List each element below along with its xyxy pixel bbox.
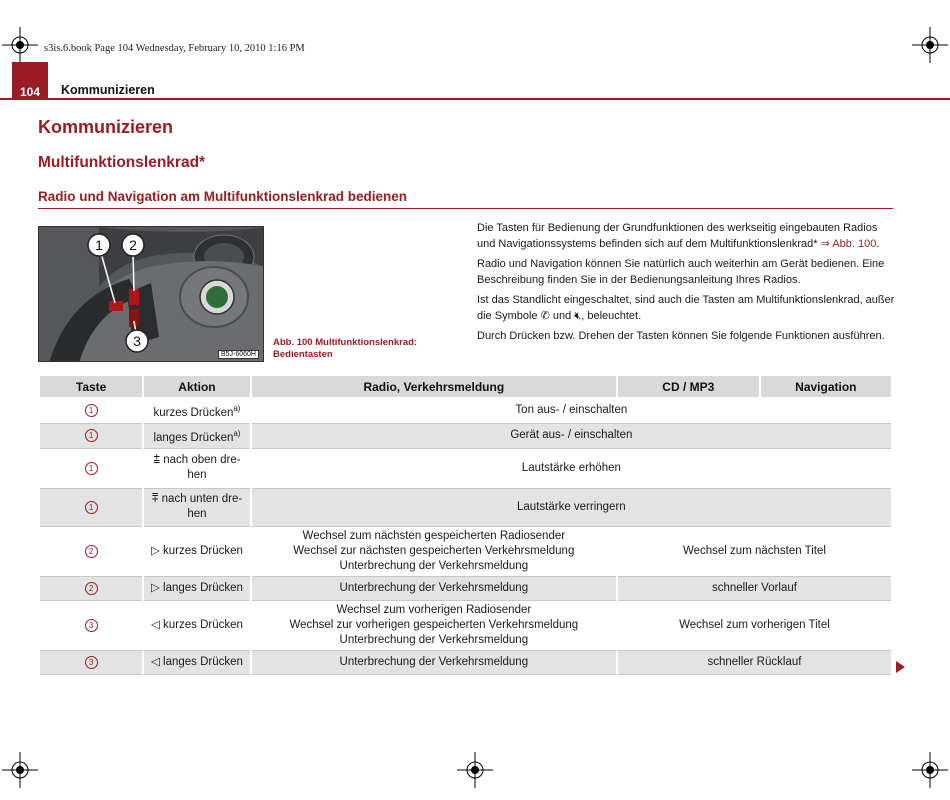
figure-caption: Abb. 100 Multifunktionslenkrad: Bedientasten: [273, 337, 418, 360]
crop-mark-bottom-right: [912, 752, 948, 788]
functions-table: [38, 376, 893, 675]
paragraph-3-text-a: Ist das Standlicht eingeschaltet, sind auch die Tasten am Multifunktionslenkrad, außer die Symbole: [477, 294, 895, 322]
page-number: 104: [12, 84, 48, 100]
header-navigation: Navigation: [761, 376, 891, 399]
volume-up-icon: ⩲: [153, 454, 161, 467]
function-cell: Ton aus- / einschalten: [252, 399, 891, 424]
cd-nav-cell: Wechsel zum nächsten Titel: [618, 527, 891, 577]
steering-wheel-figure: [38, 226, 264, 362]
action-cell: [144, 449, 249, 489]
volume-down-icon: ⩱: [151, 493, 159, 506]
mute-icon: 🔇︎: [574, 309, 582, 322]
action-cell: ▷ kurzes Drücken: [144, 527, 249, 577]
header-aktion: Aktion: [144, 376, 249, 399]
footnote-marker: a): [233, 404, 241, 413]
crop-mark-top-left: [2, 27, 38, 63]
action-cell: ◁ kurzes Drücken: [144, 601, 249, 651]
action-text: nach oben dre-: [160, 454, 241, 467]
radio-line: Wechsel zur nächsten gespeicherten Verkehrsmeldung: [293, 544, 575, 557]
action-cell: ▷ langes Drücken: [144, 577, 249, 601]
page-header-bar: [0, 62, 950, 100]
radio-line: Wechsel zur vorherigen gespeicherten Verkehrsmeldung: [289, 618, 579, 631]
callout-2-label: 2: [129, 237, 137, 253]
figure-code: B5J-6060H: [218, 350, 259, 359]
paragraph-2: Radio und Navigation können Sie natürlich auch weiterhin am Gerät bedienen. Eine Beschreibung finden Sie in der Bedienungsanleitung Ihres Radios.: [477, 258, 885, 286]
table-row: [40, 489, 891, 527]
footnote-marker: a): [233, 428, 241, 438]
subsection-title: Radio und Navigation am Multifunktionslenkrad bedienen: [38, 189, 408, 204]
paragraph-1: [477, 221, 897, 252]
radio-cell: [252, 601, 616, 651]
key-badge: 3: [85, 656, 98, 669]
crop-mark-bottom-center: [457, 752, 493, 788]
paragraph-3-text-b: und: [549, 309, 575, 322]
print-header: s3is.6.book Page 104 Wednesday, February 10, 2010 1:16 PM: [44, 43, 305, 54]
crop-mark-top-right: [912, 27, 948, 63]
crop-mark-bottom-left: [2, 752, 38, 788]
subsection-rule: [38, 208, 893, 209]
radio-line: Wechsel zum nächsten gespeicherten Radiosender: [302, 529, 566, 542]
figure-reference-link[interactable]: ⇒ Abb. 100: [820, 237, 877, 250]
table-row: [40, 651, 891, 675]
paragraph-4: Durch Drücken bzw. Drehen der Tasten können Sie folgende Funktionen ausführen.: [477, 330, 885, 342]
key-badge: 1: [85, 429, 98, 442]
callout-3-label: 3: [133, 333, 141, 349]
cd-nav-cell: Wechsel zum vorherigen Titel: [618, 601, 891, 651]
radio-line: Unterbrechung der Verkehrsmeldung: [339, 559, 529, 572]
key-badge: 2: [85, 582, 98, 595]
function-cell: Gerät aus- / einschalten: [252, 424, 891, 449]
action-text: langes Drücken: [153, 431, 234, 444]
key-badge: 3: [85, 619, 98, 632]
section-label: Kommunizieren: [61, 83, 155, 97]
action-cell: [144, 424, 249, 449]
key-badge: 1: [85, 501, 98, 514]
paragraph-3: [477, 293, 897, 324]
chapter-title: Kommunizieren: [38, 117, 174, 137]
header-taste: Taste: [40, 376, 142, 399]
radio-cell: Unterbrechung der Verkehrsmeldung: [252, 577, 616, 601]
cd-nav-cell: schneller Rücklauf: [618, 651, 891, 675]
paragraph-1-text: Die Tasten für Bedienung der Grundfunktionen des werkseitig eingebauten Radios und Navigationssystems befinden sich auf dem Multifunktionslenkrad*: [477, 222, 878, 250]
next-page-arrow-icon[interactable]: [896, 661, 905, 673]
paragraph-3-text-c: , beleuchtet.: [581, 309, 642, 322]
table-row: [40, 424, 891, 449]
action-cell: [144, 399, 249, 424]
header-cd-mp3: CD / MP3: [618, 376, 759, 399]
function-cell: Lautstärke verringern: [252, 489, 891, 527]
table-row: [40, 527, 891, 577]
key-badge: 2: [85, 545, 98, 558]
function-cell: Lautstärke erhöhen: [252, 449, 891, 489]
table-row: [40, 601, 891, 651]
paragraph-1-end: .: [876, 237, 880, 250]
table-row: [40, 449, 891, 489]
action-text: kurzes Drücken: [153, 406, 234, 419]
action-text: nach unten dre-: [158, 493, 243, 506]
cd-nav-cell: schneller Vorlauf: [618, 577, 891, 601]
radio-cell: [252, 527, 616, 577]
phone-icon: ✆: [540, 309, 550, 322]
radio-line: Wechsel zum vorherigen Radiosender: [336, 603, 532, 616]
radio-cell: Unterbrechung der Verkehrsmeldung: [252, 651, 616, 675]
action-cell: ◁ langes Drücken: [144, 651, 249, 675]
action-cell: [144, 489, 249, 527]
steering-wheel-illustration: [39, 227, 264, 362]
action-text-cont: hen: [187, 508, 207, 521]
radio-line: Unterbrechung der Verkehrsmeldung: [339, 633, 529, 646]
key-badge: 1: [85, 404, 98, 417]
table-row: [40, 577, 891, 601]
table-row: [40, 399, 891, 424]
action-text-cont: hen: [187, 469, 207, 482]
body-text: [477, 221, 897, 350]
section-title: Multifunktionslenkrad*: [38, 154, 206, 171]
header-radio: Radio, Verkehrsmeldung: [252, 376, 616, 399]
page-number-block: [12, 62, 48, 84]
callout-1-label: 1: [95, 237, 103, 253]
key-badge: 1: [85, 462, 98, 475]
